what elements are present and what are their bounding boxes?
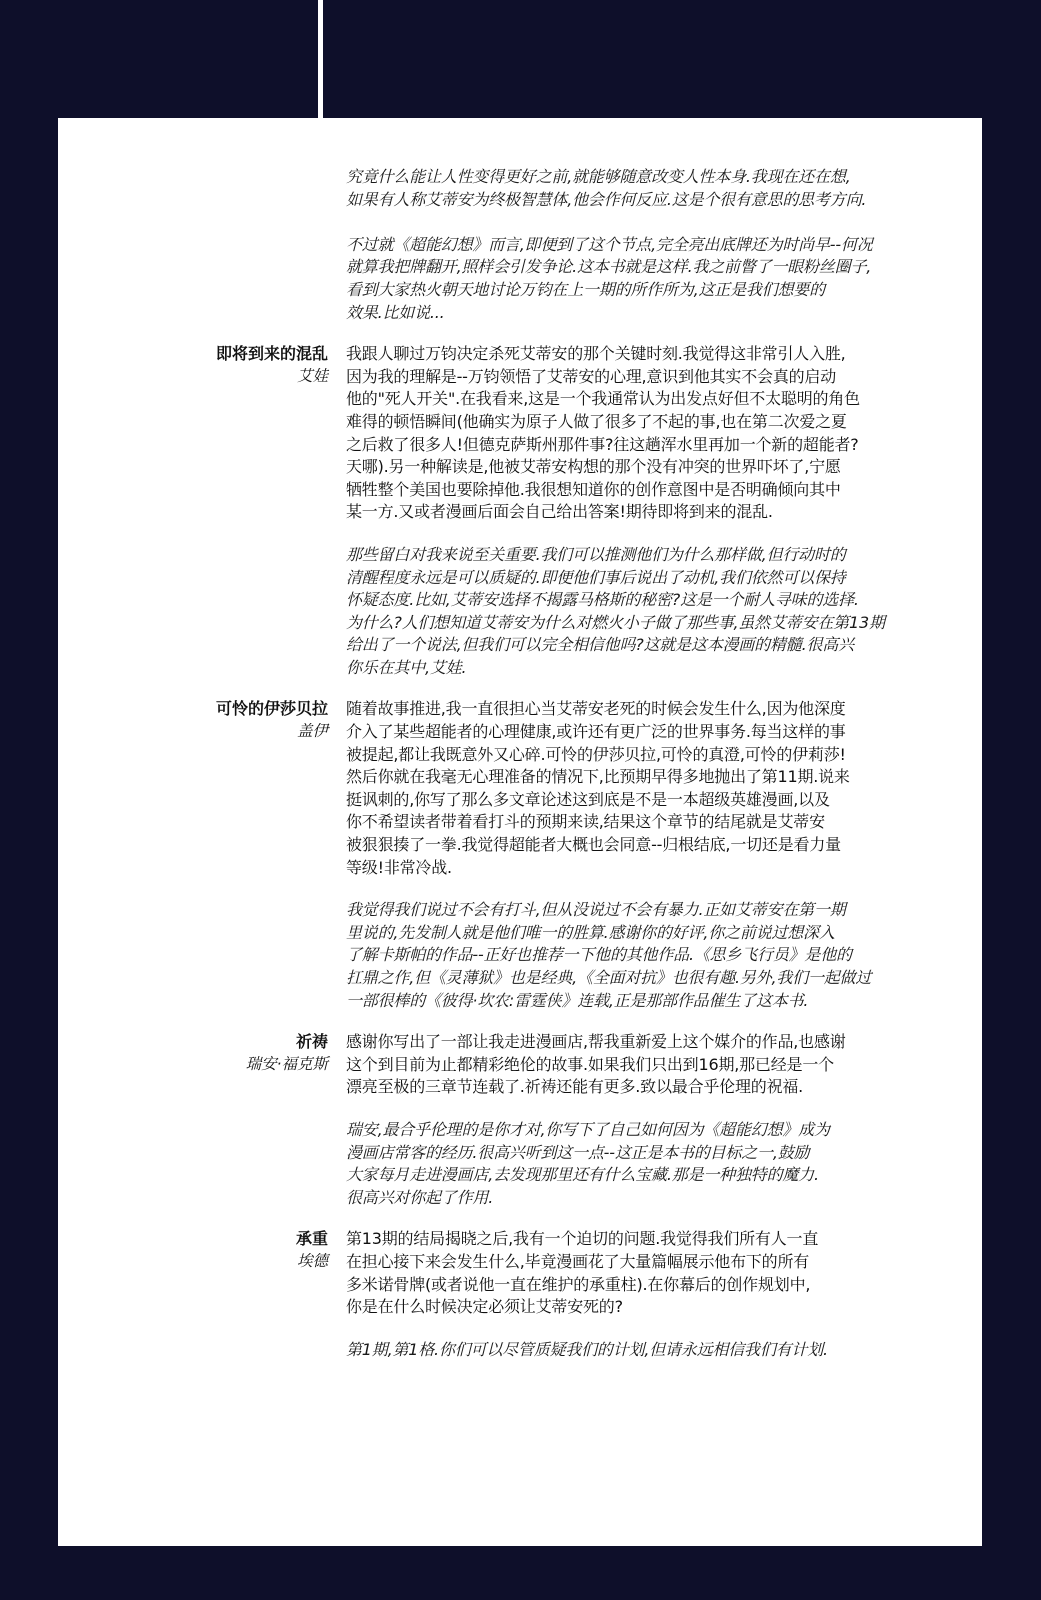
letter-title: 承重	[295, 1229, 328, 1249]
letter-title: 可怜的伊莎贝拉	[215, 699, 328, 719]
letter-block	[58, 1228, 982, 1361]
top-divider-line	[318, 0, 323, 118]
letter-author: 盖伊	[296, 722, 328, 741]
letter-author: 埃德	[296, 1252, 328, 1271]
letters-column	[58, 166, 982, 1380]
intro-reply-block	[58, 166, 982, 324]
editor-reply-text: 究竟什么能让人性变得更好之前,就能够随意改变人性本身.我现在还在想, 如果有人称艾蒂安为终极智慧体,他会作何反应.这是个很有意思的思考方向. 不过就《超能幻想》而言,即便到了这个节点,完全亮出底牌还为时尚早--何况 就算我把牌翻开,照样会引发争论.这本书就是这样.我之前瞥了一眼粉丝圈子, 看到大家热火朝天地讨论万钧在上一期的所作所为,这正是我们想要的 效果.比如说...	[346, 167, 873, 322]
editor-reply-text: 瑞安,最合乎伦理的是你才对,你写下了自己如何因为《超能幻想》成为 漫画店常客的经历.很高兴听到这一点--这正是本书的目标之一,鼓励 大家每月走进漫画店,去发现那里还有什么宝藏.那是一种独特的魔力. 很高兴对你起了作用.	[346, 1119, 830, 1207]
editor-reply-text: 第1期,第1格.你们可以尽管质疑我们的计划,但请永远相信我们有计划.	[346, 1339, 828, 1359]
letter-body-text: 我跟人聊过万钧决定杀死艾蒂安的那个关键时刻.我觉得这非常引人入胜, 因为我的理解是--万钧领悟了艾蒂安的心理,意识到他其实不会真的启动 他的"死人开关".在我看来,这是一个我通常认为出发点好但不太聪明的角色 难得的顿悟瞬间(他确实为原子人做了很多了不起的事,也在第二次爱之夏 之后救了很多人!但德克萨斯州那件事?往这趟浑水里再加一个新的超能者? 天哪).另一种解读是,他被艾蒂安构想的那个没有冲突的世界吓坏了,宁愿 牺牲整个美国也要除掉他.我很想知道你的创作意图中是否明确倾向其中 某一方.又或者漫画后面会自己给出答案!期待即将到来的混乱.	[346, 344, 860, 522]
letter-heading	[58, 1228, 328, 1272]
letter-author: 瑞安·福克斯	[245, 1055, 328, 1074]
letter-title: 即将到来的混乱	[215, 344, 328, 364]
letter-body-text: 第13期的结局揭晓之后,我有一个迫切的问题.我觉得我们所有人一直 在担心接下来会发生什么,毕竟漫画花了大量篇幅展示他布下的所有 多米诺骨牌(或者说他一直在维护的承重柱).在你幕后的创作规划中, 你是在什么时候决定必须让艾蒂安死的?	[346, 1229, 819, 1317]
letter-heading	[58, 343, 328, 387]
letter-heading	[58, 698, 328, 742]
letter-block	[58, 1031, 982, 1209]
letter-body-text: 感谢你写出了一部让我走进漫画店,帮我重新爱上这个媒介的作品,也感谢 这个到目前为止都精彩绝伦的故事.如果我们只出到16期,那已经是一个 漂亮至极的三章节连载了.祈祷还能有更多.致以最合乎伦理的祝福.	[346, 1032, 846, 1097]
editor-reply-text: 那些留白对我来说至关重要.我们可以推测他们为什么那样做,但行动时的 清醒程度永远是可以质疑的.即便他们事后说出了动机,我们依然可以保持 怀疑态度.比如,艾蒂安选择不揭露马格斯的秘密?这是一个耐人寻味的选择. 为什么?人们想知道艾蒂安为什么对燃火小子做了那些事,虽然艾蒂安在第13期 给出了一个说法,但我们可以完全相信他吗?这就是这本漫画的精髓.很高兴 你乐在其中,艾娃.	[346, 544, 885, 677]
editor-reply-text: 我觉得我们说过不会有打斗,但从没说过不会有暴力.正如艾蒂安在第一期 里说的,先发制人就是他们唯一的胜算.感谢你的好评,你之前说过想深入 了解卡斯帕的作品--正好也推荐一下他的其他作品.《思乡飞行员》是他的 扛鼎之作,但《灵薄狱》也是经典,《全面对抗》也很有趣.另外,我们一起做过 一部很棒的《彼得·坎农:雷霆侠》连载,正是那部作品催生了这本书.	[346, 900, 872, 1010]
letter-block	[58, 343, 982, 679]
letters-page	[58, 118, 982, 1546]
letter-author: 艾娃	[296, 367, 328, 386]
letter-body-text: 随着故事推进,我一直很担心当艾蒂安老死的时候会发生什么,因为他深度 介入了某些超能者的心理健康,或许还有更广泛的世界事务.每当这样的事 被提起,都让我既意外又心碎.可怜的伊莎贝拉,可怜的真澄,可怜的伊莉莎! 然后你就在我毫无心理准备的情况下,比预期早得多地抛出了第11期.说来 挺讽刺的,你写了那么多文章论述这到底是不是一本超级英雄漫画,以及 你不希望读者带着看打斗的预期来读,结果这个章节的结尾就是艾蒂安 被狠狠揍了一拳.我觉得超能者大概也会同意--归根结底,一切还是看力量 等级!非常冷战.	[346, 699, 850, 877]
letter-block	[58, 698, 982, 1012]
letter-heading	[58, 1031, 328, 1075]
letter-title: 祈祷	[295, 1032, 328, 1052]
